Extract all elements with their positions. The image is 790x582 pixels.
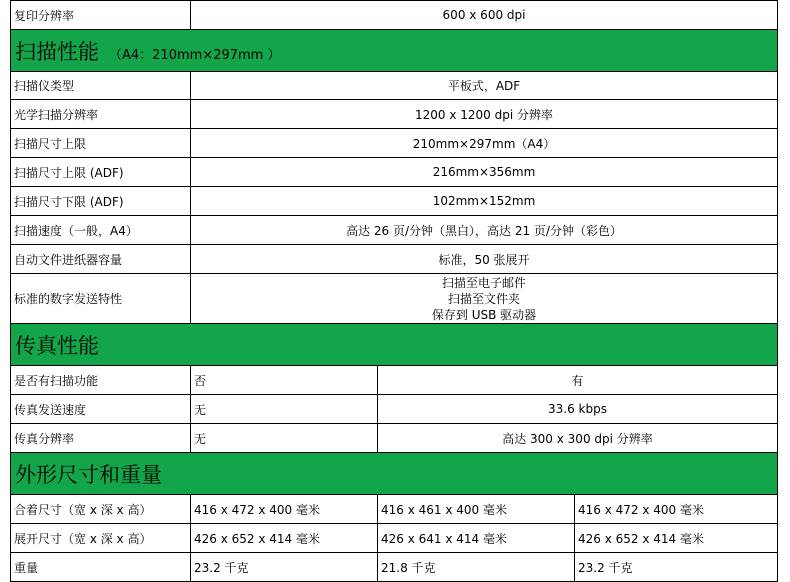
row-copy-resolution [11,1,778,30]
table-row [11,100,778,129]
table-row [11,72,778,100]
table-row [11,129,778,158]
table-row [11,424,778,453]
section-title: 外形尺寸和重量 [11,453,778,495]
section-subtitle: （A4：210mm×297mm ） [109,47,281,63]
row-value: 平板式，ADF [191,72,778,100]
row-label: 传真分辨率 [11,424,191,453]
row-label: 扫描尺寸下限 (ADF) [11,187,191,216]
table-row [11,395,778,424]
row-label: 传真发送速度 [11,395,191,424]
row-value-c: 23.2 千克 [575,553,778,582]
row-label: 扫描仪类型 [11,72,191,100]
row-value-b: 416 x 461 x 400 毫米 [378,495,575,524]
row-label: 光学扫描分辨率 [11,100,191,129]
value-line: 扫描至电子邮件 [442,275,527,290]
row-label: 扫描尺寸上限 [11,129,191,158]
row-label: 合着尺寸（宽 x 深 x 高） [11,495,191,524]
table-row [11,187,778,216]
value-line: 扫描至文件夹 [448,291,521,306]
table-row [11,553,778,582]
row-value-first: 否 [191,366,378,395]
table-row [11,216,778,245]
row-value: 210mm×297mm（A4） [191,129,778,158]
row-label: 标准的数字发送特性 [11,274,191,324]
row-value-a: 416 x 472 x 400 毫米 [191,495,378,524]
row-label: 自动文件进纸器容量 [11,245,191,274]
table-row [11,495,778,524]
row-value: 600 x 600 dpi [191,1,778,30]
row-value: 高达 26 页/分钟（黑白），高达 21 页/分钟（彩色） [191,216,778,245]
table-row [11,158,778,187]
row-value: 1200 x 1200 dpi 分辨率 [191,100,778,129]
table-row [11,366,778,395]
table-row [11,524,778,553]
row-label: 展开尺寸（宽 x 深 x 高） [11,524,191,553]
section-scan-header [11,30,778,72]
row-label: 扫描速度（一般，A4） [11,216,191,245]
table-row [11,274,778,324]
row-value-c: 426 x 652 x 414 毫米 [575,524,778,553]
row-value [191,274,778,324]
row-value-b: 426 x 641 x 414 毫米 [378,524,575,553]
value-line: 保存到 USB 驱动器 [431,307,537,322]
row-value-a: 426 x 652 x 414 毫米 [191,524,378,553]
row-value-b: 21.8 千克 [378,553,575,582]
section-fax-header [11,324,778,366]
row-value: 216mm×356mm [191,158,778,187]
row-value: 标准，50 张展开 [191,245,778,274]
row-label: 是否有扫描功能 [11,366,191,395]
row-label: 重量 [11,553,191,582]
row-value-a: 23.2 千克 [191,553,378,582]
section-title: 扫描性能 [15,39,99,64]
row-value-second: 高达 300 x 300 dpi 分辨率 [378,424,778,453]
row-value-c: 416 x 472 x 400 毫米 [575,495,778,524]
row-value: 102mm×152mm [191,187,778,216]
section-dimensions-header [11,453,778,495]
table-row [11,245,778,274]
row-label: 扫描尺寸上限 (ADF) [11,158,191,187]
section-title: 传真性能 [11,324,778,366]
spec-table [10,0,778,582]
row-value-first: 无 [191,395,378,424]
row-value-first: 无 [191,424,378,453]
row-value-second: 33.6 kbps [378,395,778,424]
row-label: 复印分辨率 [11,1,191,30]
row-value-second: 有 [378,366,778,395]
